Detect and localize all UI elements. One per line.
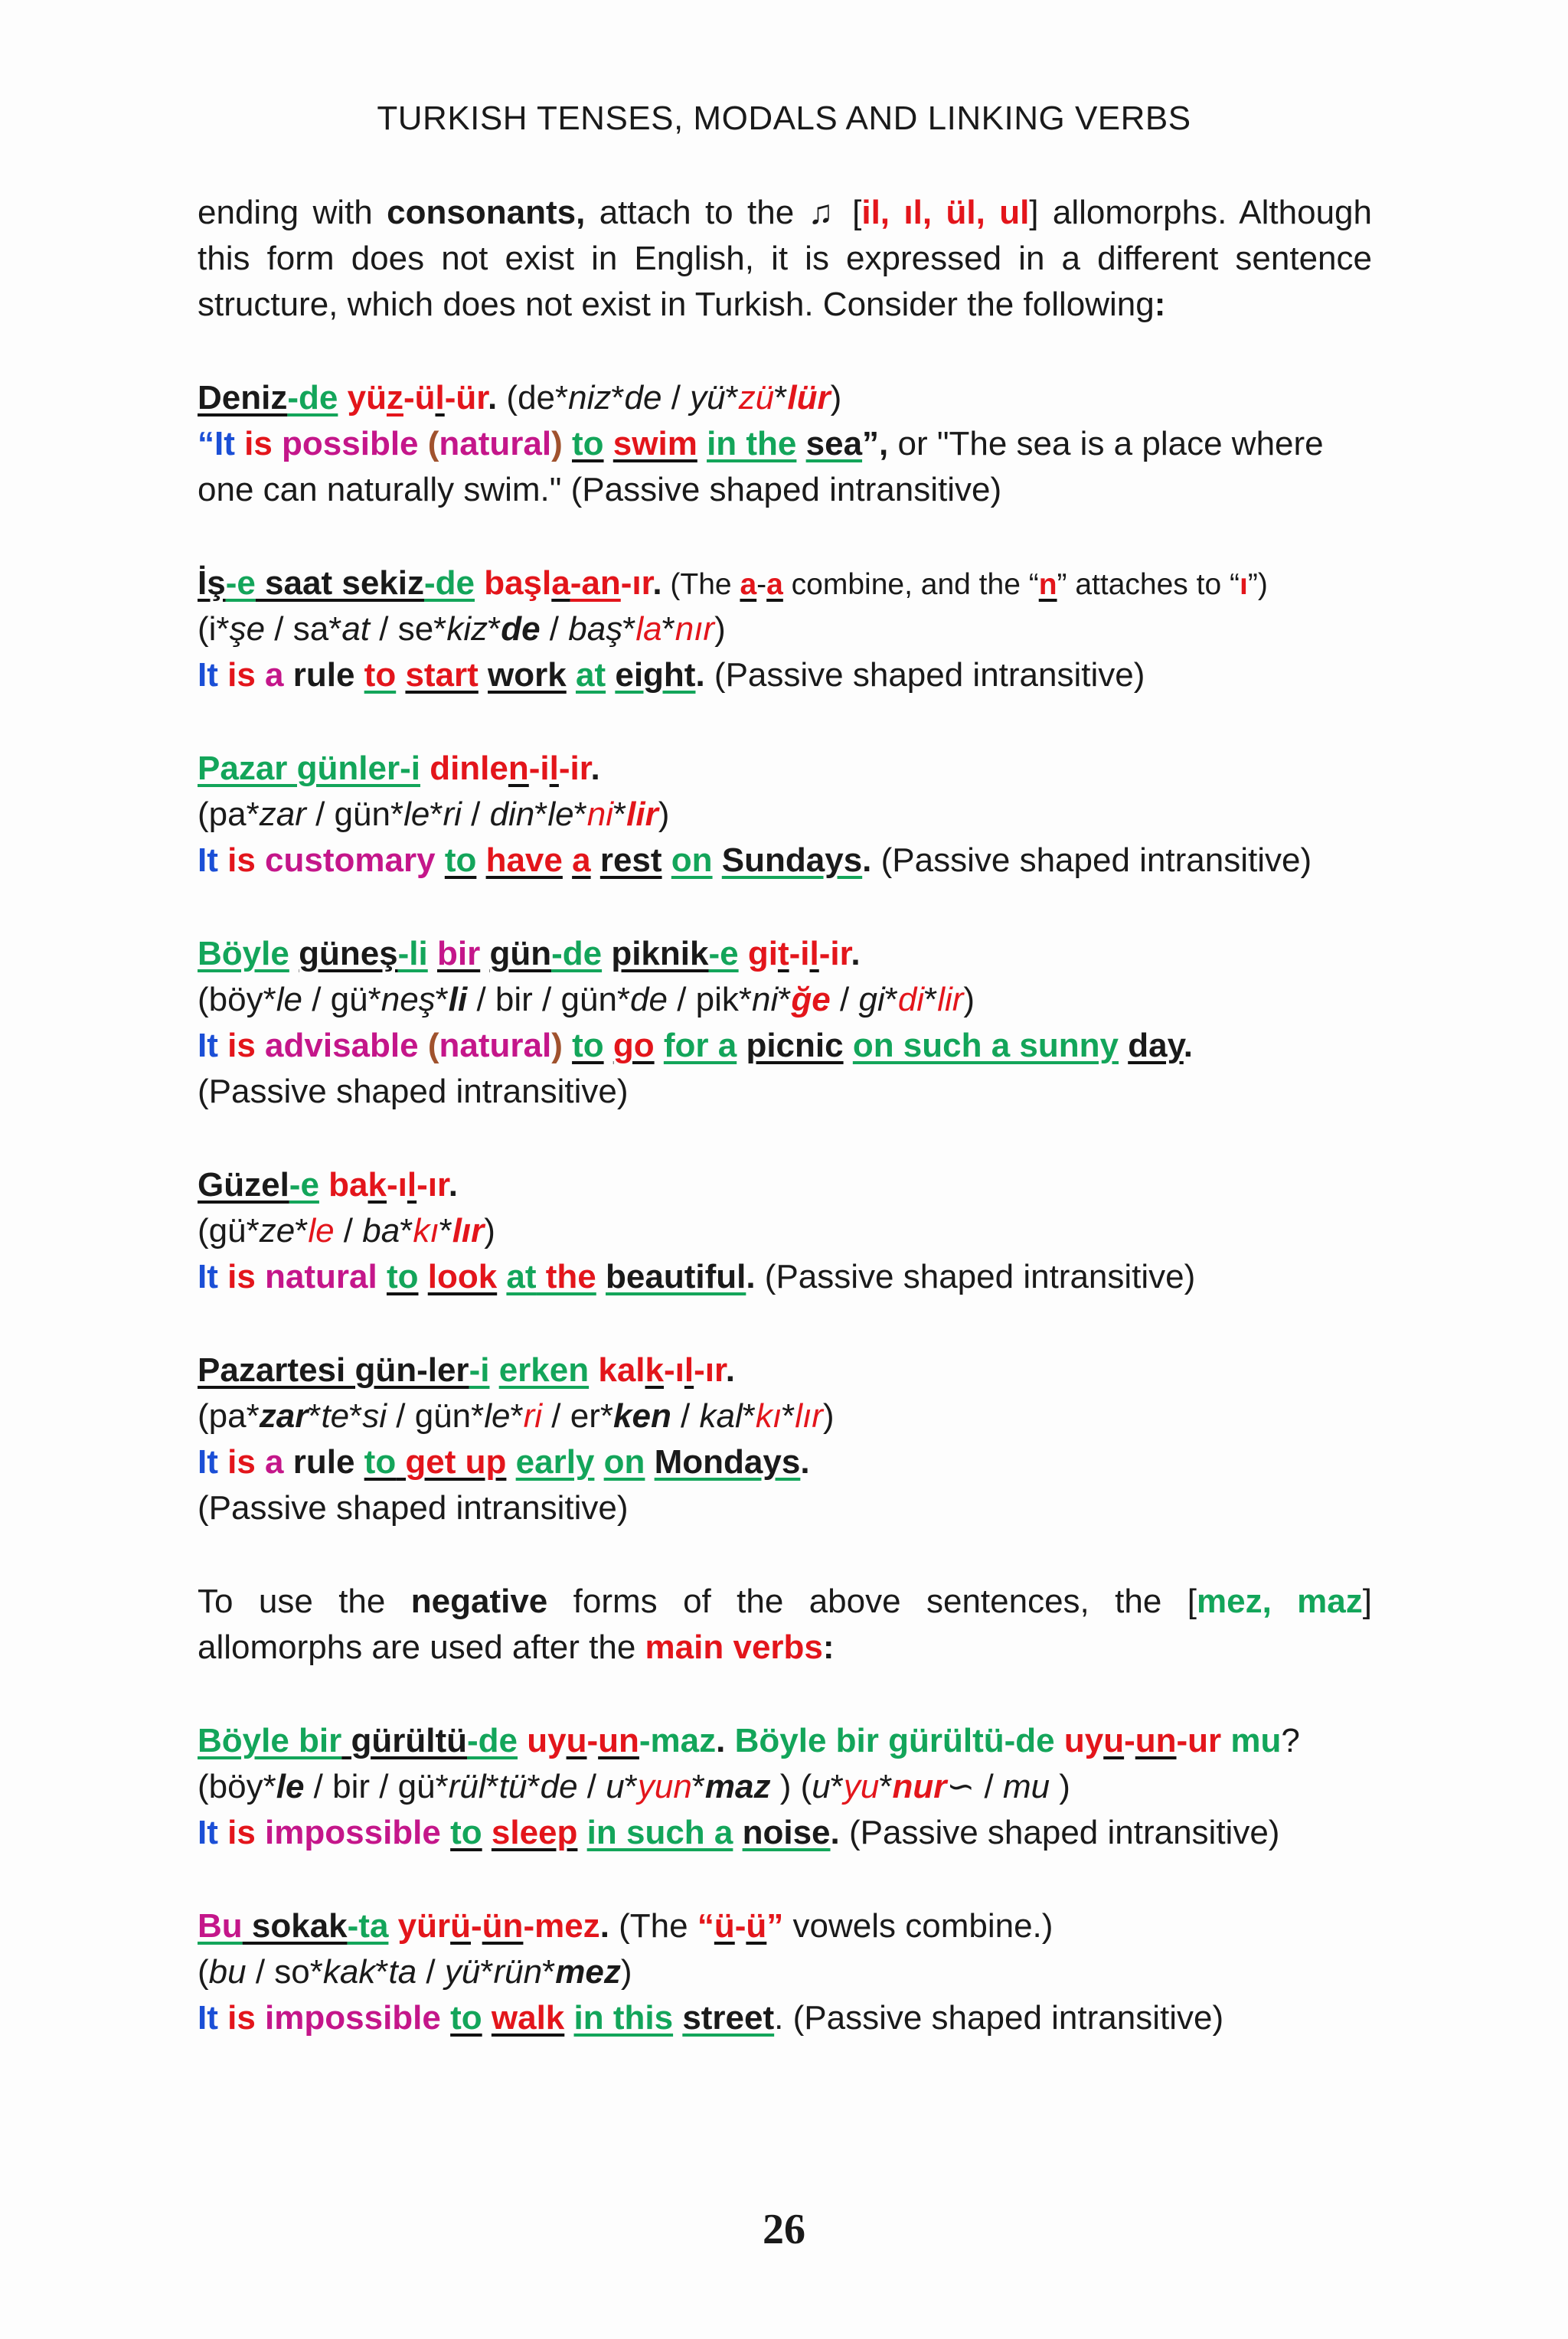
english-translation: It is customary to have a rest on Sundays. (Passive shaped intransitive) [198, 841, 1312, 879]
pronunciation: (pa*zar*te*si / gün*le*ri / er*ken / kal*kı*lır) [198, 1397, 835, 1435]
pronunciation: (böy*le / gü*neş*li / bir / gün*de / pik*ni*ğe / gi*di*lir) [198, 981, 975, 1018]
intro-line-1 [198, 190, 1372, 236]
suffix: -ü [403, 379, 436, 417]
suffix: -ür [444, 379, 488, 417]
example-8 [198, 1903, 1372, 2041]
allomorph-list: il, ıl, ül, ul [861, 194, 1030, 231]
turkish-sentence: Pazartesi gün-ler-i erken kalk-ıl-ır. [198, 1351, 735, 1389]
example-2 [198, 560, 1372, 698]
page-number: 26 [763, 2206, 805, 2253]
text: ending with [198, 194, 387, 231]
english-translation: It is impossible to walk in this street. (Passive shaped intransitive) [198, 1999, 1224, 2037]
english-translation: It is natural to look at the beautiful. (Passive shaped intransitive) [198, 1258, 1196, 1295]
example-6 [198, 1348, 1372, 1531]
turkish-sentence: Böyle bir gürültü-de uyu-un-maz. Böyle bir gürültü-de uyu-un-ur mu? [198, 1722, 1300, 1759]
example-1 [198, 375, 1372, 513]
text: : [1154, 286, 1166, 323]
tilde-symbol: ∽ [946, 1768, 975, 1805]
text: ] allomorphs. Although [1029, 194, 1372, 231]
english-translation-cont: (Passive shaped intransitive) [198, 1073, 629, 1110]
negative-line-1: To use the negative forms of the above sentences, the [mez, maz] [198, 1583, 1373, 1620]
verb-root-letter: z [386, 379, 403, 417]
turkish-sentence: Böyle güneş-li bir gün-de piknik-e git-il-ir. [198, 935, 861, 972]
example-3 [198, 746, 1372, 884]
intro-line-3 [198, 282, 1372, 328]
english-translation: It is advisable (natural) to go for a picnic on such a sunny day. [198, 1027, 1194, 1064]
english-translation: “It is possible (natural) to swim in the sea”, or "The sea is a place where [198, 425, 1324, 462]
negative-paragraph [198, 1579, 1372, 1671]
pronunciation: (i*şe / sa*at / se*kiz*de / baş*la*nır) [198, 610, 726, 648]
intro-line-2: this form does not exist in English, it is expressed in a different sentence [198, 240, 1372, 277]
english-translation: It is a rule to get up early on Mondays. [198, 1443, 810, 1481]
text: structure, which does not exist in Turkish. Consider the following [198, 286, 1155, 323]
turkish-sentence: Güzel-e bak-ıl-ır. [198, 1166, 458, 1204]
word: Deniz [198, 379, 288, 417]
pronunciation: (pa*zar / gün*le*ri / din*le*ni*lir) [198, 795, 670, 833]
passive-letter: l [435, 379, 445, 417]
term-consonants: consonants, [387, 194, 586, 231]
suffix: -de [287, 379, 338, 417]
pronunciation: (böy*le / bir / gü*rül*tü*de / u*yun*maz ) (u*yu*nur∽ / mu ) [198, 1768, 1070, 1805]
pronunciation: (bu / so*kak*ta / yü*rün*mez) [198, 1953, 632, 1991]
turkish-sentence: Deniz-de yüz-ül-ür. (de*niz*de / yü*zü*lür) [198, 379, 842, 417]
turkish-sentence: İş-e saat sekiz-de başla-an-ır. (The a-a combine, and the “n” attaches to “ı”) [198, 564, 1268, 602]
example-5 [198, 1162, 1372, 1300]
pronunciation: (de* [497, 379, 569, 417]
page-body [198, 190, 1372, 2041]
english-translation-cont: one can naturally swim." (Passive shaped intransitive) [198, 471, 1002, 508]
text: attach to the ♫ [ [585, 194, 862, 231]
pronunciation: (gü*ze*le / ba*kı*lır) [198, 1212, 495, 1250]
negative-line-2: allomorphs are used after the main verbs: [198, 1628, 835, 1666]
intro-paragraph [198, 190, 1372, 328]
english-translation: It is a rule to start work at eight. (Passive shaped intransitive) [198, 656, 1145, 694]
example-4 [198, 931, 1372, 1115]
turkish-sentence: Pazar günler-i dinlen-il-ir. [198, 750, 600, 787]
example-7 [198, 1718, 1372, 1856]
verb-root: yü [347, 379, 387, 417]
running-header: TURKISH TENSES, MODALS AND LINKING VERBS [377, 100, 1191, 137]
english-translation: It is impossible to sleep in such a noise. (Passive shaped intransitive) [198, 1814, 1280, 1851]
english-translation-cont: (Passive shaped intransitive) [198, 1489, 629, 1527]
turkish-sentence: Bu sokak-ta yürü-ün-mez. (The “ü-ü” vowels combine.) [198, 1907, 1054, 1945]
